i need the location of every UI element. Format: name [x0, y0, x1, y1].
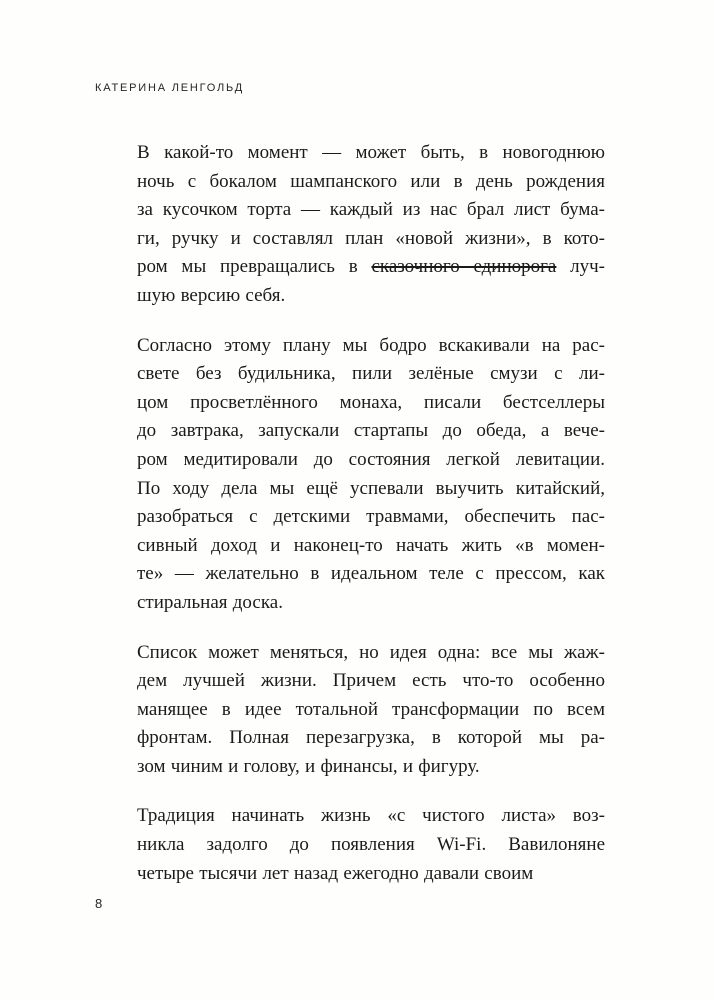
text-line: По ходу дела мы ещё успевали выучить китайский,	[137, 477, 605, 499]
text-line: свете без будильника, пили зелёные смузи с ли-	[137, 363, 605, 385]
running-header-author: КАТЕРИНА ЛЕНГОЛЬД	[95, 82, 245, 94]
paragraph	[137, 139, 605, 311]
text-line: фронтам. Полная перезагрузка, в которой мы ра-	[137, 727, 605, 749]
page-number: 8	[95, 896, 103, 911]
text-line: зом чиним и голову, и финансы, и фигуру.	[137, 755, 480, 777]
text-line: до завтрака, запускали стартапы до обеда, а вече-	[137, 420, 605, 442]
paragraph	[137, 639, 605, 782]
text-line: ром мы превращались в сказочного единорога луч-	[137, 256, 605, 278]
text-line: Согласно этому плану мы бодро вскакивали на рас-	[137, 334, 605, 356]
paragraph	[137, 802, 605, 888]
text-line: ги, ручку и составлял план «новой жизни», в кото-	[137, 227, 605, 249]
text-line: разобраться с детскими травмами, обеспечить пас-	[137, 506, 605, 528]
text-line: те» — желательно в идеальном теле с прессом, как	[137, 563, 605, 585]
text-line: Список может меняться, но идея одна: все мы жаж-	[137, 641, 605, 663]
text-line: шую версию себя.	[137, 284, 286, 306]
text-line: никла задолго до появления Wi-Fi. Вавилоняне	[137, 834, 605, 856]
text-line: В какой-то момент — может быть, в новогоднюю	[137, 142, 605, 163]
text-line: за кусочком торта — каждый из нас брал лист бума-	[137, 199, 605, 221]
text-line: ром медитировали до состояния легкой левитации.	[137, 448, 605, 470]
text-line: стиральная доска.	[137, 591, 283, 613]
strikethrough-text: сказочного единорога	[371, 256, 557, 278]
text-line: цом просветлённого монаха, писали бестселлеры	[137, 391, 605, 413]
body-text	[137, 139, 605, 888]
paragraph	[137, 332, 605, 618]
text-line: Традиция начинать жизнь «с чистого листа» воз-	[137, 805, 605, 827]
text-line: ночь с бокалом шампанского или в день рождения	[137, 170, 605, 192]
text-line: дем лучшей жизни. Причем есть что-то особенно	[137, 670, 605, 692]
text-line: сивный доход и наконец-то начать жить «в момен-	[137, 534, 605, 556]
text-line: четыре тысячи лет назад ежегодно давали своим	[137, 862, 534, 884]
text-line: манящее в идее тотальной трансформации по всем	[137, 698, 605, 720]
